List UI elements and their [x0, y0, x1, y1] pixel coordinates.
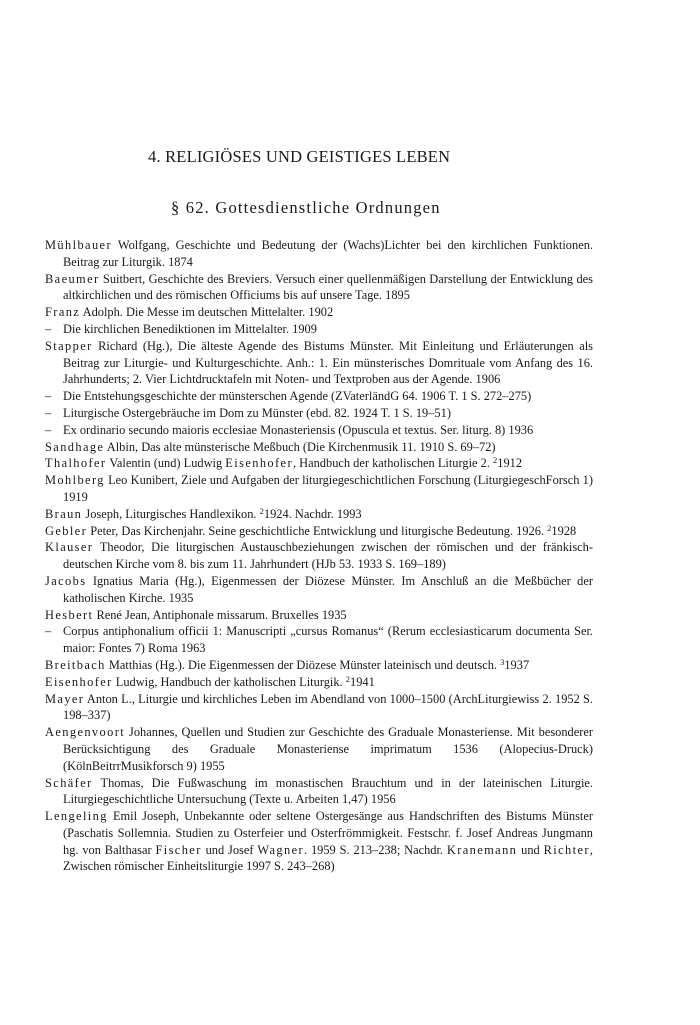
- bibliography-entry: [45, 388, 593, 405]
- bibliography-entry: [45, 472, 593, 506]
- entry-dash: –: [45, 624, 52, 639]
- entry-author: Thalhofer: [45, 456, 107, 471]
- bibliography-entry: [45, 271, 593, 305]
- entry-text: Richard (Hg.), Die älteste Agende des Bistums Münster. Mit Einleitung und Erläuterungen als Beitrag zur Liturgie- und Kulturgeschichte. Anh.: 1. Ein münsterisches Domrituale vom Anfang des 16. Jahrhunderts; 2. Vier Lichtdrucktafeln mit Noten- und Textproben aus der Agende. 1906: [63, 338, 593, 387]
- edition-superscript: 2: [259, 505, 264, 516]
- entry-dash: –: [45, 422, 52, 437]
- entry-author: Mayer: [45, 691, 85, 706]
- entry-author: Braun: [45, 506, 83, 521]
- edition-superscript: 3: [500, 656, 505, 667]
- entry-text: 1937: [504, 657, 530, 672]
- entry-author: Fischer: [155, 842, 202, 857]
- bibliography-list: [45, 237, 593, 875]
- section-heading: § 62. Gottesdienstliche Ordnungen: [171, 198, 441, 217]
- edition-superscript: 2: [493, 455, 498, 466]
- entry-author: Mühlbauer: [45, 238, 112, 252]
- entry-text: Ignatius Maria (Hg.), Eigenmessen der Diözese Münster. Im Anschluß an die Meßbücher der katholischen Kirche. 1935: [63, 573, 593, 605]
- entry-author: Klauser: [45, 540, 94, 555]
- entry-text: Albin, Das alte münsterische Meßbuch (Die Kirchenmusik 11. 1910 S. 69–72): [104, 439, 496, 454]
- entry-author: Mohlberg: [45, 473, 105, 488]
- entry-author: Kranemann: [446, 842, 518, 857]
- bibliography-entry: [45, 691, 593, 725]
- bibliography-entry: [45, 321, 593, 338]
- entry-text: Ex ordinario secundo maioris ecclesiae Monasteriensis (Opuscula et textus. Ser. liturg. 8) 1936: [63, 422, 534, 437]
- bibliography-entry: [45, 405, 593, 422]
- bibliography-entry: [45, 623, 593, 657]
- edition-superscript: 2: [345, 673, 351, 684]
- entry-text: Anton L., Liturgie und kirchliches Leben im Abendland von 1000–1500 (ArchLiturgiewiss 2. 1952 S. 198–337): [63, 691, 593, 723]
- entry-text: 1924. Nachdr. 1993: [263, 506, 362, 521]
- entry-text: Johannes, Quellen und Studien zur Geschichte des Graduale Monasteriense. Mit besonderer Berücksichtigung des Graduale Monasteriense imprimatum 1536 (Alopecius-Druck) (KölnBeitrrMusikforsch 9) 1955: [63, 725, 593, 773]
- bibliography-entry: [45, 455, 593, 472]
- entry-author: Wagner: [257, 842, 304, 857]
- bibliography-entry: [45, 775, 593, 809]
- edition-superscript: 2: [547, 522, 552, 533]
- entry-text: , Zwischen römischer Einheitsliturgie 1997 S. 243–268): [63, 842, 593, 874]
- entry-text: Theodor, Die liturgischen Austauschbeziehungen zwischen der römischen und der fränkisch-deutschen Kirche vom 8. bis zum 11. Jahrhundert (HJb 53. 1933 S. 169–189): [63, 540, 593, 572]
- entry-text: Liturgische Ostergebräuche im Dom zu Münster (ebd. 82. 1924 T. 1 S. 19–51): [63, 405, 451, 420]
- bibliography-entry: [45, 506, 593, 523]
- entry-text: Valentin (und) Ludwig: [106, 456, 226, 471]
- entry-author: Aengenvoort: [45, 725, 126, 740]
- entry-author: Schäfer: [45, 775, 93, 790]
- entry-author: Franz: [45, 305, 81, 320]
- bibliography-entry: [45, 724, 593, 774]
- entry-text: René Jean, Antiphonale missarum. Bruxelles 1935: [93, 607, 347, 622]
- bibliography-entry: [45, 808, 593, 875]
- bibliography-entry: [45, 523, 593, 540]
- bibliography-entry: [45, 573, 593, 607]
- entry-text: , Handbuch der katholischen Liturgie 2.: [292, 456, 494, 471]
- entry-text: Thomas, Die Fußwaschung im monastischen Brauchtum und in der lateinischen Liturgie. Liturgiegeschichtliche Untersuchung (Texte u. Arbeiten 1,47) 1956: [63, 775, 593, 807]
- bibliography-entry: [45, 539, 593, 573]
- entry-text: Emil Joseph, Unbekannte oder seltene Ostergesänge aus Handschriften des Bistums Münster (Paschatis Sollemnia. Studien zu Osterfeier und Osterfrömmigkeit. Festschr. f. Josef Andreas Jungmann hg. von Balthasar: [63, 809, 593, 857]
- entry-text: Suitbert, Geschichte des Breviers. Versuch einer quellenmäßigen Darstellung der Entwicklung des altkirchlichen und des römischen Officiums bis auf unsere Tage. 1895: [63, 271, 593, 303]
- entry-author: Jacobs: [45, 573, 87, 588]
- entry-text: und Josef: [201, 842, 258, 857]
- entry-text: 1941: [350, 674, 375, 689]
- entry-text: Wolfgang, Geschichte und Bedeutung der (Wachs)Lichter bei den kirchlichen Funktionen. Beitrag zur Liturgik. 1874: [63, 238, 593, 269]
- entry-author: Eisenhofer: [45, 674, 113, 689]
- entry-author: Sandhage: [45, 439, 105, 454]
- entry-text: und: [517, 842, 544, 857]
- entry-dash: –: [45, 389, 52, 404]
- entry-text: Die Entstehungsgeschichte der münsterschen Agende (ZVaterländG 64. 1906 T. 1 S. 272–275): [63, 389, 532, 404]
- entry-text: Adolph. Die Messe im deutschen Mittelalter. 1902: [80, 305, 334, 320]
- entry-author: Hesbert: [45, 607, 94, 622]
- bibliography-entry: [45, 422, 593, 439]
- entry-text: Joseph, Liturgisches Handlexikon.: [82, 506, 260, 521]
- entry-text: Corpus antiphonalium officii 1: Manuscripti „cursus Romanus“ (Rerum ecclesiasticarum documenta Ser. maior: Fontes 7) Roma 1963: [63, 624, 593, 656]
- entry-text: 1928: [551, 523, 577, 538]
- entry-author: Stapper: [45, 338, 93, 353]
- bibliography-entry: [45, 304, 593, 321]
- entry-text: Ludwig, Handbuch der katholischen Liturgik.: [112, 674, 346, 689]
- bibliography-entry: [45, 439, 593, 456]
- bibliography-entry: [45, 338, 593, 388]
- bibliography-entry: [45, 237, 593, 271]
- entry-dash: –: [45, 405, 52, 420]
- entry-author: Eisenhofer: [225, 456, 293, 471]
- entry-text: . 1959 S. 213–238; Nachdr.: [304, 842, 447, 857]
- entry-text: 1912: [497, 456, 523, 471]
- chapter-heading: 4. RELIGIÖSES UND GEISTIGES LEBEN: [148, 147, 451, 166]
- entry-text: Peter, Das Kirchenjahr. Seine geschichtliche Entwicklung und liturgische Bedeutung. 1926.: [87, 523, 548, 538]
- entry-author: Breitbach: [45, 657, 106, 672]
- entry-author: Gebler: [45, 523, 88, 538]
- bibliography-entry: [45, 657, 593, 674]
- entry-author: Lengeling: [45, 809, 108, 824]
- entry-text: Matthias (Hg.). Die Eigenmessen der Diözese Münster lateinisch und deutsch.: [105, 657, 501, 672]
- entry-author: Richter: [543, 842, 590, 857]
- entry-text: Leo Kunibert, Ziele und Aufgaben der liturgiegeschichtlichen Forschung (LiturgiegeschForsch 1) 1919: [63, 473, 593, 504]
- entry-dash: –: [45, 321, 52, 336]
- bibliography-entry: [45, 607, 593, 624]
- entry-author: Baeumer: [45, 271, 100, 286]
- bibliography-entry: [45, 674, 593, 691]
- entry-text: Die kirchlichen Benediktionen im Mittelalter. 1909: [63, 321, 317, 336]
